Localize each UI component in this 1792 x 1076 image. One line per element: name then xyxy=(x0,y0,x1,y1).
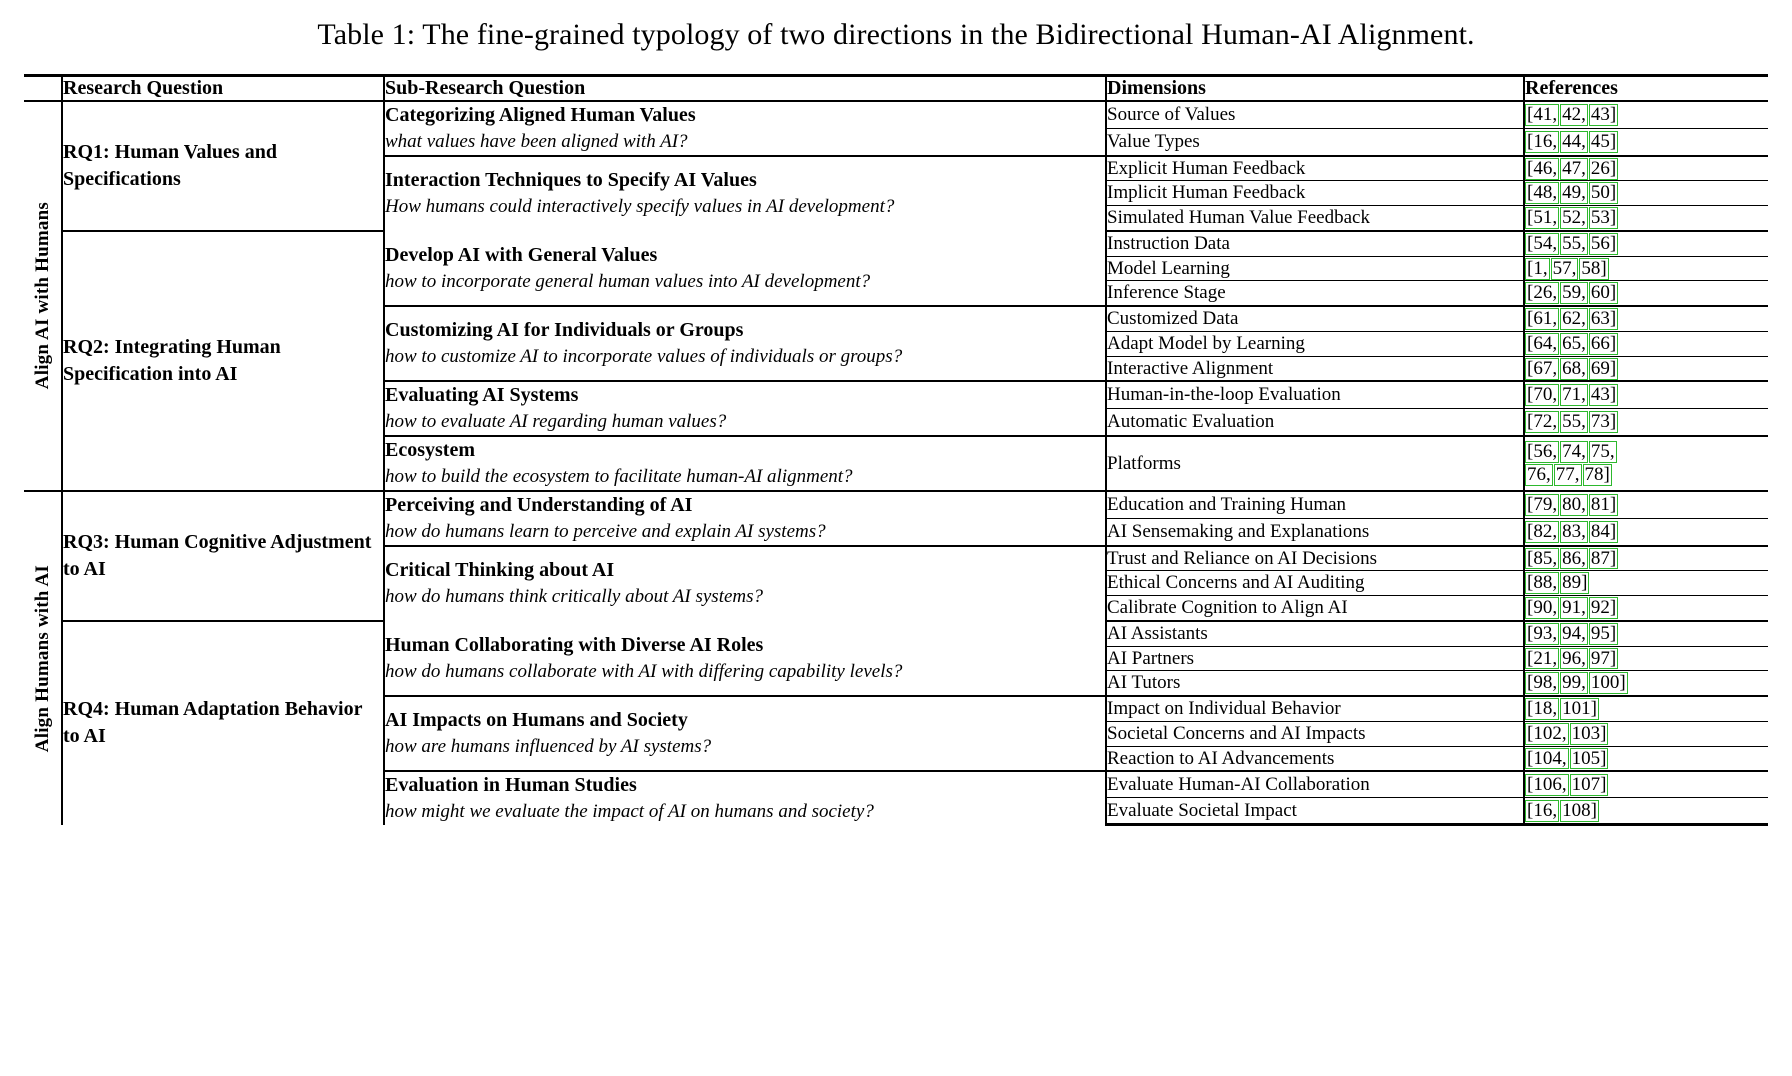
reference-chip[interactable]: 107] xyxy=(1571,773,1607,795)
references-cell xyxy=(1524,331,1768,356)
reference-chip[interactable]: 77, xyxy=(1555,464,1580,486)
sub-question-title: Categorizing Aligned Human Values xyxy=(385,104,696,126)
research-question-cell: RQ3: Human Cognitive Adjustment to AI xyxy=(62,491,384,621)
references-cell xyxy=(1524,721,1768,746)
reference-chip[interactable]: [93, xyxy=(1527,622,1558,644)
dimension-cell: Adapt Model by Learning xyxy=(1106,331,1524,356)
reference-chip[interactable]: [88, xyxy=(1527,572,1558,594)
header-research-question: Research Question xyxy=(62,76,384,102)
reference-chip[interactable]: [104, xyxy=(1527,747,1567,769)
dimension-cell: Calibrate Cognition to Align AI xyxy=(1106,596,1524,621)
table-body xyxy=(24,76,1768,825)
reference-chip[interactable]: [16, xyxy=(1527,800,1558,821)
sub-question-title: Perceiving and Understanding of AI xyxy=(385,493,693,516)
sub-research-question-cell xyxy=(384,621,1106,696)
references-cell xyxy=(1524,696,1768,721)
reference-chip[interactable]: 55, xyxy=(1562,232,1586,254)
reference-chip[interactable]: 81] xyxy=(1590,493,1617,515)
reference-chip[interactable]: [48, xyxy=(1527,182,1558,204)
reference-chip[interactable]: 53] xyxy=(1590,207,1617,229)
sub-research-question-cell xyxy=(384,491,1106,546)
reference-chip[interactable]: 99, xyxy=(1562,672,1586,694)
dimension-cell: Inference Stage xyxy=(1106,281,1524,306)
reference-chip[interactable]: 101] xyxy=(1562,698,1597,719)
reference-chip[interactable]: [98, xyxy=(1527,672,1558,694)
reference-chip[interactable]: 43] xyxy=(1590,384,1617,406)
table-header-row xyxy=(24,76,1768,102)
sub-question-text: how do humans learn to perceive and explain AI systems? xyxy=(385,520,826,542)
references-cell xyxy=(1524,798,1768,825)
reference-chip[interactable]: [64, xyxy=(1527,332,1558,354)
dimension-cell: AI Partners xyxy=(1106,646,1524,671)
references-cell xyxy=(1524,621,1768,646)
sub-question-title: Evaluating AI Systems xyxy=(385,384,579,407)
dimension-cell: Trust and Reliance on AI Decisions xyxy=(1106,546,1524,571)
reference-chip[interactable]: 108] xyxy=(1562,800,1597,821)
references-cell xyxy=(1524,546,1768,571)
reference-chip[interactable]: 94, xyxy=(1562,622,1586,644)
section-side-label: Align Humans with AI xyxy=(24,491,62,825)
typology-table xyxy=(24,74,1768,826)
references-cell xyxy=(1524,646,1768,671)
sub-question-text: what values have been aligned with AI? xyxy=(385,131,688,152)
table-row xyxy=(24,101,1768,128)
reference-chip[interactable]: [70, xyxy=(1527,384,1558,406)
reference-chip[interactable]: 55, xyxy=(1562,411,1586,433)
reference-chip[interactable]: [72, xyxy=(1527,411,1558,433)
dimension-cell: Human-in-the-loop Evaluation xyxy=(1106,381,1524,408)
reference-chip[interactable]: 97] xyxy=(1590,647,1617,669)
sub-question-text: how to customize AI to incorporate values of individuals or groups? xyxy=(385,346,903,368)
sub-research-question-cell xyxy=(384,436,1106,491)
references-cell xyxy=(1524,256,1768,281)
dimension-cell: Implicit Human Feedback xyxy=(1106,181,1524,206)
reference-chip[interactable]: [51, xyxy=(1527,207,1558,229)
reference-chip[interactable]: 75, xyxy=(1590,440,1615,462)
dimension-cell: AI Assistants xyxy=(1106,621,1524,646)
sub-research-question-cell xyxy=(384,306,1106,381)
reference-chip[interactable]: 76, xyxy=(1527,464,1551,486)
reference-chip[interactable]: [67, xyxy=(1527,357,1558,379)
references-cell xyxy=(1524,409,1768,436)
reference-chip[interactable]: 44, xyxy=(1562,130,1586,152)
sub-research-question-cell xyxy=(384,381,1106,436)
sub-question-title: Ecosystem xyxy=(385,439,475,462)
reference-chip[interactable]: 56] xyxy=(1590,232,1617,254)
sub-research-question-cell xyxy=(384,696,1106,771)
reference-chip[interactable]: 89] xyxy=(1562,572,1588,594)
dimension-cell: Platforms xyxy=(1106,436,1524,491)
sub-question-title: Develop AI with General Values xyxy=(385,243,658,266)
reference-chip[interactable]: 80, xyxy=(1562,493,1586,515)
header-references: References xyxy=(1524,76,1768,102)
reference-chip[interactable]: [1, xyxy=(1527,257,1548,279)
references-cell xyxy=(1524,771,1768,798)
reference-chip[interactable]: 92] xyxy=(1590,597,1617,618)
reference-chip[interactable]: 59, xyxy=(1562,282,1586,304)
reference-chip[interactable]: [61, xyxy=(1527,308,1558,330)
references-cell xyxy=(1524,206,1768,231)
dimension-cell: AI Tutors xyxy=(1106,671,1524,696)
reference-chip[interactable]: [26, xyxy=(1527,282,1558,304)
sub-question-title: Critical Thinking about AI xyxy=(385,559,615,582)
references-cell xyxy=(1524,281,1768,306)
reference-chip[interactable]: 62, xyxy=(1562,308,1586,330)
section-side-label: Align AI with Humans xyxy=(24,101,62,491)
reference-chip[interactable]: [16, xyxy=(1527,130,1558,152)
reference-chip[interactable]: 71, xyxy=(1562,384,1586,406)
reference-chip[interactable]: [54, xyxy=(1527,232,1558,254)
sub-question-title: Interaction Techniques to Specify AI Values xyxy=(385,169,757,192)
reference-chip[interactable]: 78] xyxy=(1584,464,1610,486)
sub-question-title: Human Collaborating with Diverse AI Roles xyxy=(385,633,764,656)
reference-chip[interactable]: 66] xyxy=(1590,332,1617,354)
reference-chip[interactable]: 49, xyxy=(1562,182,1586,204)
reference-chip[interactable]: 65, xyxy=(1562,332,1586,354)
reference-chip[interactable]: 105] xyxy=(1571,747,1607,769)
sub-research-question-cell xyxy=(384,546,1106,621)
sub-research-question-cell xyxy=(384,101,1106,156)
references-cell xyxy=(1524,571,1768,596)
reference-chip[interactable]: 58] xyxy=(1581,257,1607,279)
references-cell xyxy=(1524,156,1768,181)
reference-chip[interactable]: 45] xyxy=(1590,130,1617,152)
sub-question-text: how might we evaluate the impact of AI on humans and society? xyxy=(385,801,874,823)
sub-research-question-cell xyxy=(384,231,1106,306)
references-cell xyxy=(1524,306,1768,331)
dimension-cell: Instruction Data xyxy=(1106,231,1524,256)
table-row xyxy=(24,621,1768,646)
reference-chip[interactable]: 86, xyxy=(1562,547,1586,569)
research-question-cell: RQ4: Human Adaptation Behavior to AI xyxy=(62,621,384,825)
references-cell xyxy=(1524,671,1768,696)
sub-question-text: how do humans collaborate with AI with differing capability levels? xyxy=(385,660,903,682)
reference-chip[interactable]: 52, xyxy=(1562,207,1586,229)
reference-chip[interactable]: 103] xyxy=(1571,722,1607,744)
reference-chip[interactable]: [79, xyxy=(1527,493,1558,515)
reference-chip[interactable]: [85, xyxy=(1527,547,1558,569)
dimension-cell: Evaluate Societal Impact xyxy=(1106,798,1524,825)
dimension-cell: AI Sensemaking and Explanations xyxy=(1106,518,1524,545)
dimension-cell: Evaluate Human-AI Collaboration xyxy=(1106,771,1524,798)
dimension-cell: Model Learning xyxy=(1106,256,1524,281)
dimension-cell: Simulated Human Value Feedback xyxy=(1106,206,1524,231)
sub-question-text: how to build the ecosystem to facilitate human-AI alignment? xyxy=(385,466,853,488)
reference-chip[interactable]: [90, xyxy=(1527,597,1558,618)
reference-chip[interactable]: 95] xyxy=(1590,622,1617,644)
reference-chip[interactable]: 83, xyxy=(1562,520,1586,542)
dimension-cell: Explicit Human Feedback xyxy=(1106,156,1524,181)
dimension-cell: Interactive Alignment xyxy=(1106,356,1524,381)
sub-research-question-cell xyxy=(384,771,1106,825)
references-cell xyxy=(1524,596,1768,621)
sub-question-text: how do humans think critically about AI systems? xyxy=(385,586,764,608)
references-cell xyxy=(1524,356,1768,381)
reference-chip[interactable]: 68, xyxy=(1562,357,1586,379)
dimension-cell: Education and Training Human xyxy=(1106,491,1524,518)
references-cell xyxy=(1524,746,1768,771)
dimension-cell: Impact on Individual Behavior xyxy=(1106,696,1524,721)
reference-chip[interactable]: [18, xyxy=(1527,698,1558,719)
references-cell xyxy=(1524,181,1768,206)
reference-chip[interactable]: [102, xyxy=(1527,722,1567,744)
table-row xyxy=(24,491,1768,518)
header-side-spacer xyxy=(24,76,62,102)
reference-chip[interactable]: [56, xyxy=(1527,440,1558,462)
reference-chip[interactable]: [82, xyxy=(1527,520,1558,542)
reference-chip[interactable]: 87] xyxy=(1590,547,1617,569)
reference-chip[interactable]: 69] xyxy=(1590,357,1617,379)
reference-chip[interactable]: 57, xyxy=(1552,257,1577,279)
sub-question-title: Customizing AI for Individuals or Groups xyxy=(385,319,744,342)
reference-chip[interactable]: 26] xyxy=(1590,157,1617,179)
table-caption: Table 1: The fine-grained typology of two directions in the Bidirectional Human-AI Alignment. xyxy=(317,18,1475,51)
sub-question-title: Evaluation in Human Studies xyxy=(385,774,637,797)
reference-chip[interactable]: 63] xyxy=(1590,308,1617,330)
sub-question-text: How humans could interactively specify values in AI development? xyxy=(385,196,895,218)
research-question-cell: RQ2: Integrating Human Specification into AI xyxy=(62,231,384,491)
reference-chip[interactable]: 84] xyxy=(1590,520,1617,542)
reference-chip[interactable]: 73] xyxy=(1590,411,1617,433)
reference-chip[interactable]: [21, xyxy=(1527,647,1558,669)
references-cell xyxy=(1524,491,1768,518)
references-cell xyxy=(1524,231,1768,256)
references-cell xyxy=(1524,381,1768,408)
dimension-cell: Ethical Concerns and AI Auditing xyxy=(1106,571,1524,596)
reference-chip[interactable]: 50] xyxy=(1590,182,1617,204)
sub-research-question-cell xyxy=(384,156,1106,231)
reference-chip[interactable]: [106, xyxy=(1527,773,1567,795)
reference-chip[interactable]: 91, xyxy=(1562,597,1586,618)
sub-question-text: how to evaluate AI regarding human values? xyxy=(385,411,727,433)
sub-question-text: how to incorporate general human values into AI development? xyxy=(385,270,871,292)
reference-chip[interactable]: 42, xyxy=(1562,104,1586,126)
dimension-cell: Societal Concerns and AI Impacts xyxy=(1106,721,1524,746)
reference-chip[interactable]: 60] xyxy=(1590,282,1617,304)
dimension-cell: Customized Data xyxy=(1106,306,1524,331)
references-cell xyxy=(1524,101,1768,128)
reference-chip[interactable]: 47, xyxy=(1562,157,1586,179)
dimension-cell: Value Types xyxy=(1106,128,1524,155)
reference-chip[interactable]: [41, xyxy=(1527,104,1558,126)
reference-chip[interactable]: 74, xyxy=(1562,440,1586,462)
dimension-cell: Source of Values xyxy=(1106,101,1524,128)
sub-question-text: how are humans influenced by AI systems? xyxy=(385,736,712,758)
dimension-cell: Reaction to AI Advancements xyxy=(1106,746,1524,771)
sub-question-title: AI Impacts on Humans and Society xyxy=(385,709,688,732)
reference-chip[interactable]: 96, xyxy=(1562,647,1586,669)
reference-chip[interactable]: 43] xyxy=(1590,104,1617,126)
reference-chip[interactable]: 100] xyxy=(1590,672,1626,694)
header-dimensions: Dimensions xyxy=(1106,76,1524,102)
header-sub-research-question: Sub-Research Question xyxy=(384,76,1106,102)
dimension-cell: Automatic Evaluation xyxy=(1106,409,1524,436)
reference-chip[interactable]: [46, xyxy=(1527,157,1558,179)
references-cell xyxy=(1524,436,1768,491)
references-cell xyxy=(1524,518,1768,545)
table-row xyxy=(24,231,1768,256)
research-question-cell: RQ1: Human Values and Specifications xyxy=(62,101,384,231)
references-cell xyxy=(1524,128,1768,155)
